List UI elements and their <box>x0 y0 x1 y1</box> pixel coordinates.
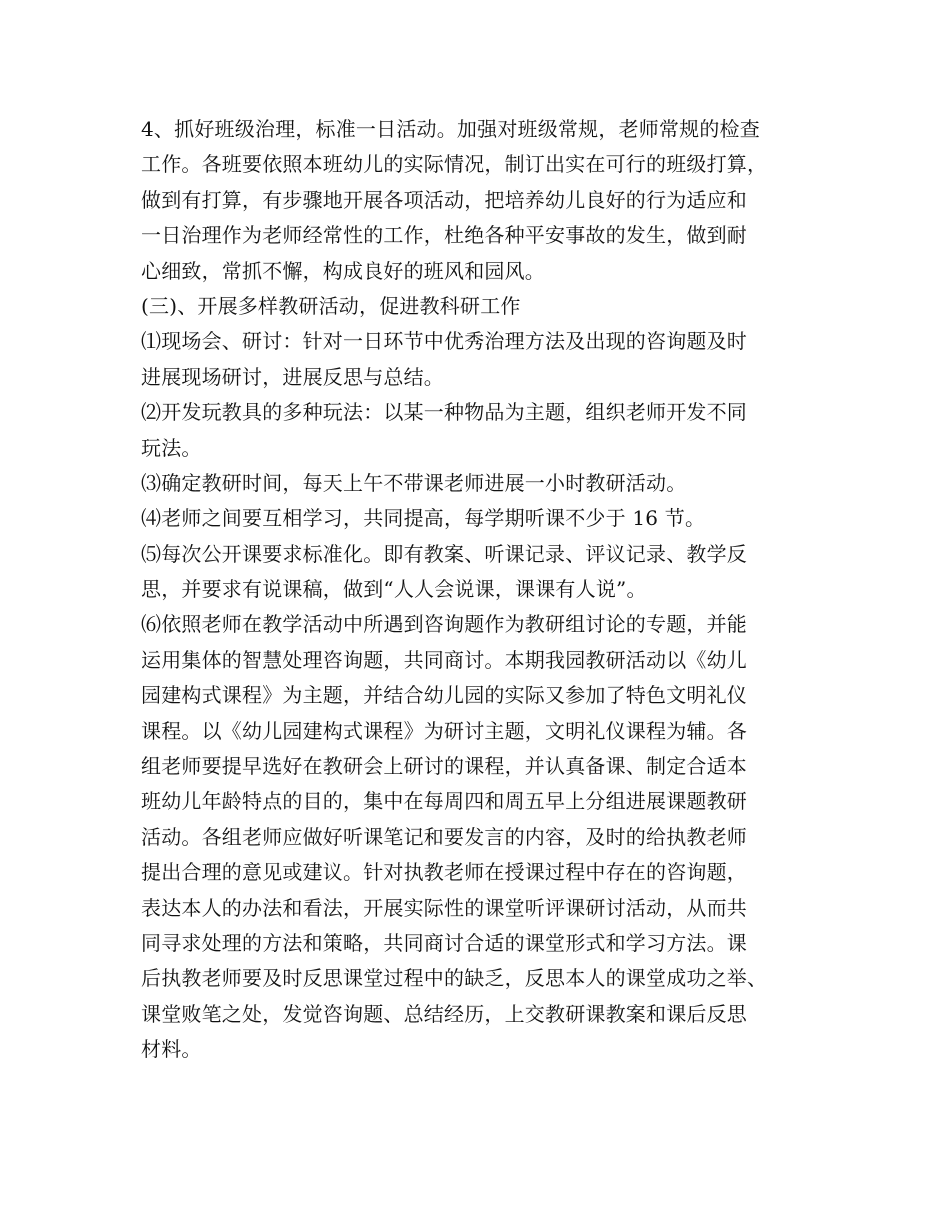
text-line: 思，并要求有说课稿，做到“人人会说课，课课有人说”。 <box>141 577 647 602</box>
text-line: 玩法。 <box>141 435 202 460</box>
text-line: 做到有打算，有步骤地开展各项活动，把培养幼儿良好的行为适应和 <box>141 187 747 212</box>
text-line: ⑸每次公开课要求标准化。即有教案、听课记录、评议记录、教学反 <box>141 541 747 566</box>
text-line: 一日治理作为老师经常性的工作，杜绝各种平安事故的发生，做到耐 <box>141 223 747 248</box>
text-line: 心细致，常抓不懈，构成良好的班风和园风。 <box>141 258 545 283</box>
text-line: 课程。以《幼儿园建构式课程》为研讨主题，文明礼仪课程为辅。各 <box>141 718 747 743</box>
text-line: ⑷老师之间要互相学习，共同提高，每学期听课不少于 16 节。 <box>141 506 706 531</box>
section-heading: (三)、开展多样教研活动，促进教科研工作 <box>141 293 521 318</box>
text-line: 班幼儿年龄特点的目的，集中在每周四和周五早上分组进展课题教研 <box>141 789 747 814</box>
text-line: 材料。 <box>141 1037 202 1062</box>
text-line: 活动。各组老师应做好听课笔记和要发言的内容，及时的给执教老师 <box>141 824 747 849</box>
text-line: 进展现场研讨，进展反思与总结。 <box>141 364 444 389</box>
text-line: 表达本人的办法和看法，开展实际性的课堂听评课研讨活动，从而共 <box>141 895 747 920</box>
text-line: ⑹依照老师在教学活动中所遇到咨询题作为教研组讨论的专题，并能 <box>141 612 747 637</box>
text-line: 提出合理的意见或建议。针对执教老师在授课过程中存在的咨询题， <box>141 860 747 885</box>
text-line: 工作。各班要依照本班幼儿的实际情况，制订出实在可行的班级打算， <box>141 152 768 177</box>
text-line: 同寻求处理的方法和策略，共同商讨合适的课堂形式和学习方法。课 <box>141 930 747 955</box>
body-text <box>141 112 831 1068</box>
text-line: ⑶确定教研时间，每天上午不带课老师进展一小时教研活动。 <box>141 470 687 495</box>
text-line: 后执教老师要及时反思课堂过程中的缺乏，反思本人的课堂成功之举、 <box>141 966 768 991</box>
text-line: 组老师要提早选好在教研会上研讨的课程，并认真备课、制定合适本 <box>141 754 747 779</box>
text-line: 课堂败笔之处，发觉咨询题、总结经历，上交教研课教案和课后反思 <box>141 1001 747 1026</box>
text-line: 运用集体的智慧处理咨询题，共同商讨。本期我园教研活动以《幼儿 <box>141 647 747 672</box>
text-line: 4、抓好班级治理，标准一日活动。加强对班级常规，老师常规的检查 <box>141 117 760 141</box>
text-line: ⑵开发玩教具的多种玩法：以某一种物品为主题，组织老师开发不同 <box>141 400 747 425</box>
text-line: 园建构式课程》为主题，并结合幼儿园的实际又参加了特色文明礼仪 <box>141 683 747 708</box>
text-line: ⑴现场会、研讨：针对一日环节中优秀治理方法及出现的咨询题及时 <box>141 329 747 354</box>
